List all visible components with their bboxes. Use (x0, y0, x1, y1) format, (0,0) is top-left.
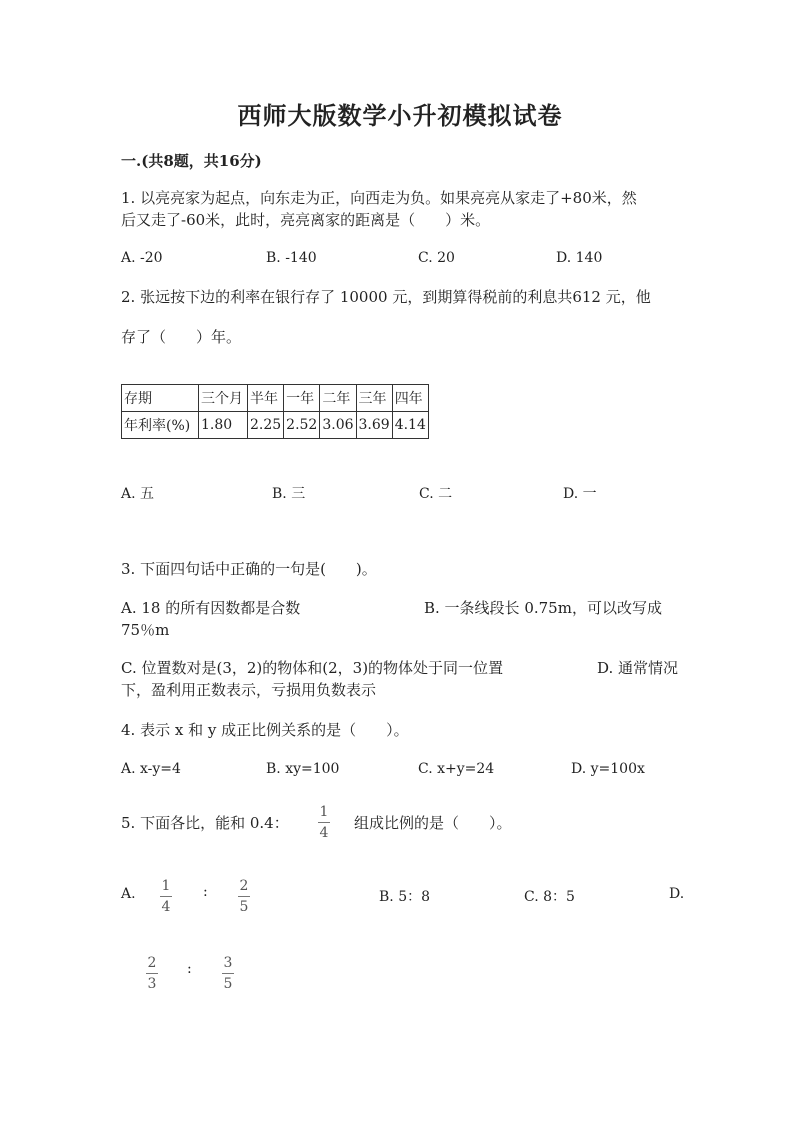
table-cell: 4.14 (392, 412, 428, 439)
q3-option-d-line2: 下，盈利用正数表示，亏损用负数表示 (121, 681, 377, 699)
q3-option-d-line1: D. 通常情况 (597, 659, 679, 677)
q1-option-c: C. 20 (418, 250, 455, 266)
q3-option-c: C. 位置数对是(3，2)的物体和(2，3)的物体处于同一位置 (121, 659, 504, 677)
q4-option-c: C. x+y=24 (418, 761, 495, 777)
fraction-numerator: 1 (319, 804, 329, 820)
fraction-denominator: 3 (147, 976, 157, 992)
ratio-colon: : (203, 884, 208, 900)
q3-option-b-line1: B. 一条线段长 0.75m，可以改写成 (424, 599, 662, 617)
table-cell: 2.25 (248, 412, 284, 439)
q2-stem-line2: 存了（ ）年。 (121, 328, 242, 346)
q4-option-b: B. xy=100 (266, 761, 340, 777)
fraction-bar (146, 973, 158, 974)
q1-option-b: B. -140 (266, 250, 317, 266)
q3-stem: 3. 下面四句话中正确的一句是( )。 (121, 560, 377, 578)
q1-option-d: D. 140 (556, 250, 603, 266)
fraction-numerator: 2 (239, 878, 249, 894)
q2-option-a: A. 五 (121, 486, 155, 502)
table-row (122, 385, 429, 412)
fraction-numerator: 2 (147, 955, 157, 971)
table-cell: 一年 (284, 385, 320, 412)
q5-option-d-fraction-2 (222, 955, 234, 992)
page-title: 西师大版数学小升初模拟试卷 (237, 101, 563, 130)
table-cell: 1.80 (199, 412, 248, 439)
fraction-numerator: 1 (161, 878, 171, 894)
q5-option-d-fraction-1 (146, 955, 158, 992)
table-cell: 二年 (320, 385, 356, 412)
table-cell: 年利率(%) (122, 412, 199, 439)
q1-stem-line1: 1. 以亮亮家为起点，向东走为正，向西走为负。如果亮亮从家走了+80米，然 (121, 189, 637, 207)
q4-option-d: D. y=100x (571, 761, 645, 777)
table-cell: 三年 (356, 385, 392, 412)
q3-option-a: A. 18 的所有因数都是合数 (121, 599, 301, 617)
fraction-bar (160, 896, 172, 897)
table-cell: 3.69 (356, 412, 392, 439)
table-cell: 存期 (122, 385, 199, 412)
interest-rate-table (121, 384, 429, 439)
q2-option-b: B. 三 (272, 486, 306, 502)
q5-option-a-fraction-1 (160, 878, 172, 915)
q2-stem-line1: 2. 张远按下边的利率在银行存了 10000 元，到期算得税前的利息共612 元，他 (121, 288, 651, 306)
fraction-numerator: 3 (223, 955, 233, 971)
table-cell: 半年 (248, 385, 284, 412)
q4-option-a: A. x-y=4 (121, 761, 181, 777)
fraction-denominator: 5 (239, 899, 249, 915)
table-cell: 三个月 (199, 385, 248, 412)
q5-option-c: C. 8：5 (524, 889, 575, 905)
q5-stem-suffix: 组成比例的是（ ）。 (354, 814, 512, 832)
fraction-bar (318, 822, 330, 823)
section-heading: 一.(共8题，共16分) (121, 152, 262, 170)
fraction-denominator: 5 (223, 976, 233, 992)
q5-option-a-label: A. (121, 886, 136, 902)
fraction-denominator: 4 (319, 825, 329, 841)
q3-option-b-line2: 75％m (121, 621, 170, 639)
q5-option-d-label: D. (669, 886, 685, 902)
table-cell: 四年 (392, 385, 428, 412)
q1-stem-line2: 后又走了-60米，此时，亮亮离家的距离是（ ）米。 (121, 211, 491, 229)
table-cell: 3.06 (320, 412, 356, 439)
q1-option-a: A. -20 (121, 250, 163, 266)
fraction-bar (238, 896, 250, 897)
q5-stem-prefix: 5. 下面各比，能和 0.4： (121, 814, 289, 832)
q5-option-b: B. 5：8 (379, 889, 431, 905)
table-row (122, 412, 429, 439)
q5-option-a-fraction-2 (238, 878, 250, 915)
q2-option-d: D. 一 (563, 486, 597, 502)
ratio-colon: : (187, 961, 192, 977)
table-cell: 2.52 (284, 412, 320, 439)
q5-stem-fraction (318, 804, 330, 841)
fraction-bar (222, 973, 234, 974)
q2-option-c: C. 二 (419, 486, 453, 502)
q4-stem: 4. 表示 x 和 y 成正比例关系的是（ ）。 (121, 721, 409, 739)
fraction-denominator: 4 (161, 899, 171, 915)
